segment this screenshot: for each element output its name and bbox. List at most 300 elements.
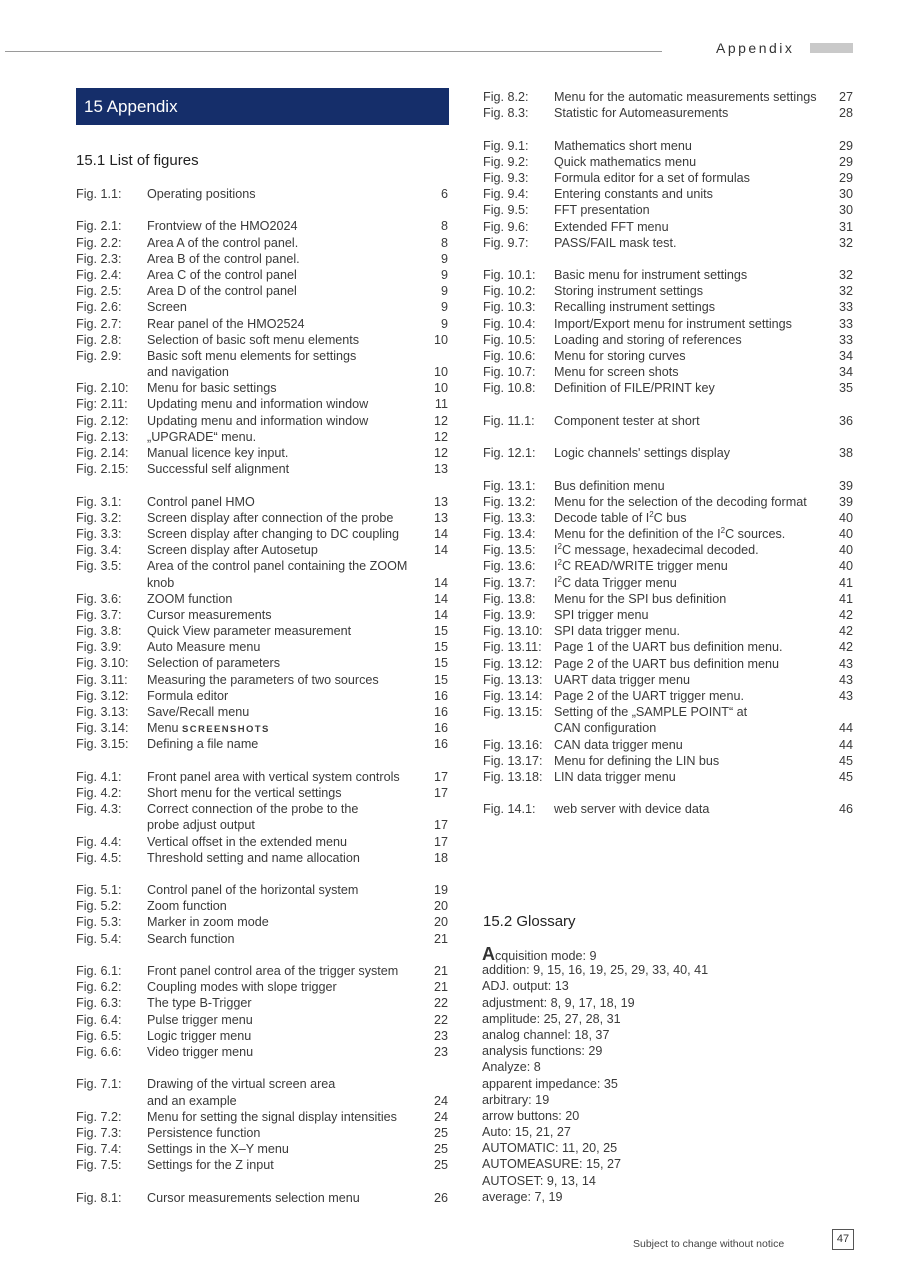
figure-caption [147,914,269,930]
figure-page: 34 [838,349,853,363]
figure-number: Fig. 13.5: [483,543,536,558]
figure-caption [554,526,785,542]
figure-caption [554,138,692,154]
figure-caption-text: SPI trigger menu [554,608,649,622]
figure-caption-text: Rear panel of the HMO2524 [147,316,305,331]
figure-caption [554,283,703,299]
figure-caption [147,218,298,234]
figure-caption [147,413,368,429]
figure-number: Fig. 6.3: [76,996,122,1011]
figure-page: 42 [838,608,853,622]
figure-caption-text: Menu for defining the LIN bus [554,753,720,768]
figure-number: Fig. 2.7: [76,316,122,331]
list-gap [76,947,448,963]
list-gap [76,1173,448,1189]
glossary-entry: ADJ. output: 13 [482,979,569,994]
figure-number: Fig. 10.2: [483,284,536,299]
figure-number: Fig. 2.15: [76,462,129,477]
figure-number: Fig. 9.1: [483,138,529,153]
figure-page: 25 [433,1142,448,1157]
figure-caption [147,623,351,639]
figure-page: 27 [838,90,853,104]
figure-page: 13 [433,494,448,509]
figure-caption [554,737,683,753]
figure-caption-text: Screen display after Autosetup [147,543,318,558]
figure-caption-text: and navigation [147,365,229,380]
figure-page: 33 [838,316,853,331]
figure-page: 26 [433,1190,448,1205]
figure-caption [147,850,360,866]
figure-page: 14 [433,575,448,590]
figure-entry [483,348,853,364]
figure-caption-text: knob [147,575,175,590]
figure-number: Fig. 6.5: [76,1028,122,1043]
figure-caption [147,251,300,267]
figure-caption [147,1076,335,1092]
figure-entry [483,720,853,736]
figure-entry [76,186,448,202]
figure-entry [76,898,448,914]
figure-entry [76,1141,448,1157]
figure-page: 14 [433,607,448,622]
figure-caption [147,785,342,801]
figure-page: 13 [433,510,448,525]
figure-entry [76,575,448,591]
figure-entry [483,801,853,817]
list-gap [483,251,853,267]
figure-caption [554,186,713,202]
figure-caption-text: Entering constants and units [554,187,713,202]
figure-number: Fig. 10.7: [483,365,536,380]
figure-caption [554,623,680,639]
figure-number: Fig. 10.5: [483,332,536,347]
figure-entry [483,623,853,639]
glossary-entry: analysis functions: 29 [482,1044,603,1059]
figure-page: 6 [440,187,448,201]
figure-entry [483,558,853,574]
figure-number: Fig. 13.15: [483,705,543,720]
figure-caption [554,348,686,364]
glossary-initial-letter: A [482,944,495,964]
figure-caption [554,316,792,332]
figure-number: Fig. 1.1: [76,187,122,201]
figure-caption [147,1190,360,1206]
figure-entry [483,753,853,769]
list-gap [76,1060,448,1076]
figure-entry [76,445,448,461]
figure-entry [76,704,448,720]
figure-caption [147,575,174,591]
figure-entry [76,639,448,655]
figure-page: 8 [440,219,448,234]
figure-entry [76,834,448,850]
figure-caption-text: Video trigger menu [147,1044,254,1059]
figure-page: 15 [433,672,448,687]
figure-entry [76,299,448,315]
figure-caption [147,931,235,947]
figure-caption [147,898,227,914]
figure-number: Fig. 13.12: [483,656,543,671]
figure-caption-text: Control panel of the horizontal system [147,883,359,898]
figure-caption [554,753,719,769]
figure-caption [147,526,399,542]
figure-caption-text: Selection of parameters [147,656,281,671]
figure-number: Fig. 2.3: [76,251,122,266]
figure-number: Fig. 3.5: [76,559,122,574]
figure-caption-text: Updating menu and information window [147,397,369,412]
figure-caption [554,413,700,429]
figure-page: 36 [838,413,853,428]
figure-caption [147,235,298,251]
figure-caption [554,656,779,672]
figure-entry [483,737,853,753]
list-gap [76,202,448,218]
figure-caption [147,769,400,785]
figure-entry [76,817,448,833]
figure-caption-text: Short menu for the vertical settings [147,785,342,800]
figure-number: Fig. 13.2: [483,494,536,509]
figure-number: Fig. 13.17: [483,753,543,768]
figure-caption [147,963,398,979]
figure-page: 9 [440,284,448,299]
figure-caption [147,995,252,1011]
figure-entry [76,931,448,947]
figure-page: 41 [838,591,853,606]
figure-caption-text: Recalling instrument settings [554,300,715,315]
figure-number: Fig. 9.3: [483,170,529,185]
figure-number: Fig. 5.2: [76,899,122,914]
running-header-title: Appendix [716,40,795,56]
figure-page: 15 [433,640,448,655]
figure-caption-text: Area A of the control panel. [147,235,299,250]
figure-page: 16 [433,737,448,752]
figure-caption [554,720,656,736]
figure-page: 44 [838,721,853,736]
figure-page: 35 [838,381,853,396]
figure-number: Fig. 5.4: [76,931,122,946]
figure-entry [76,736,448,752]
figure-caption [147,186,256,202]
glossary-entry: average: 7, 19 [482,1189,563,1204]
section-title-glossary: 15.2 Glossary [483,913,576,930]
figure-caption-text: ZOOM function [147,591,233,606]
figure-caption-text: Page 1 of the UART bus definition menu. [554,640,783,655]
figure-number: Fig. 3.11: [76,672,128,687]
figure-number: Fig. 2.13: [76,429,129,444]
figure-list-right [483,89,853,817]
figure-entry [483,704,853,720]
figure-page: 45 [838,753,853,768]
figure-page: 40 [838,527,853,542]
figure-page: 39 [838,478,853,493]
figure-page: 20 [433,915,448,930]
figure-number: Fig. 13.8: [483,591,536,606]
figure-caption [554,542,759,558]
figure-page: 14 [433,543,448,558]
figure-caption [147,1093,237,1109]
figure-page: 43 [838,656,853,671]
figure-caption-text: Formula editor for a set of formulas [554,170,750,185]
figure-entry [483,299,853,315]
figure-caption [147,704,249,720]
figure-number: Fig. 4.4: [76,834,122,849]
page-number: 47 [832,1229,854,1250]
figure-page: 9 [440,316,448,331]
figure-entry [76,461,448,477]
figure-page: 22 [433,1012,448,1027]
figure-caption-text: Manual licence key input. [147,446,289,460]
figure-number: Fig. 13.3: [483,510,536,525]
figure-caption [554,494,807,510]
figure-caption-text: Front panel control area of the trigger system [147,964,399,978]
figure-entry [76,1109,448,1125]
figure-caption [147,283,297,299]
figure-caption [554,332,742,348]
figure-entry [76,235,448,251]
figure-number: Fig. 13.6: [483,559,536,574]
figure-page: 20 [433,899,448,914]
figure-caption-text: Logic channels' settings display [554,446,731,461]
figure-entry [483,105,853,121]
figure-caption [554,202,650,218]
figure-number: Fig. 13.9: [483,608,536,622]
figure-page: 9 [440,251,448,266]
figure-page: 12 [433,446,448,460]
figure-caption [147,332,359,348]
figure-caption-text: Component tester at short [554,413,700,428]
figure-number: Fig. 9.6: [483,219,529,234]
figure-caption-text: $I^2C$ data Trigger menu [554,574,677,590]
figure-entry [76,218,448,234]
figure-number: Fig. 3.9: [76,640,122,655]
figure-caption-text: Auto Measure menu [147,640,261,655]
figure-caption-text: Defining a file name [147,737,259,752]
figure-caption [147,1125,260,1141]
figure-number: Fig. 9.2: [483,154,529,169]
figure-caption-text: web server with device data [554,802,710,817]
figure-number: Fig. 4.3: [76,802,122,817]
figure-page: 8 [440,235,448,250]
figure-page: 28 [838,106,853,121]
figure-caption [147,380,277,396]
figure-number: Fig. 7.5: [76,1158,122,1173]
figure-entry [76,785,448,801]
glossary-entry: Auto: 15, 21, 27 [482,1125,571,1140]
figure-number: Fig. 8.3: [483,106,529,121]
figure-number: Fig. 4.2: [76,785,122,800]
chapter-banner: 15 Appendix [76,88,449,125]
figure-caption-text: Marker in zoom mode [147,915,269,930]
figure-entry [483,413,853,429]
figure-number: Fig. 6.6: [76,1044,122,1059]
figure-caption-text: Vertical offset in the extended menu [147,834,347,849]
figure-page: 23 [433,1028,448,1043]
figure-page: 17 [433,785,448,800]
figure-caption [147,591,232,607]
figure-page: 44 [838,737,853,752]
figure-number: Fig. 2.12: [76,413,129,428]
figure-caption-text: Menu for the selection of the decoding format [554,494,807,509]
figure-page: 25 [433,1158,448,1173]
figure-number: Fig. 13.7: [483,575,536,590]
figure-number: Fig. 9.4: [483,187,529,202]
figure-number: Fig. 3.13: [76,705,129,719]
figure-caption-text: Page 2 of the UART bus definition menu [554,656,779,671]
figure-number: Fig. 4.1: [76,769,122,784]
list-gap [76,477,448,493]
figure-caption-text: Definition of FILE/PRINT key [554,381,715,396]
figure-entry [483,186,853,202]
figure-entry [76,979,448,995]
figure-caption [147,672,379,688]
figure-entry [76,1076,448,1092]
figure-entry [76,801,448,817]
figure-caption [147,267,297,283]
figure-list-left [76,186,448,1206]
figure-page: 45 [838,769,853,784]
figure-number: Fig. 3.14: [76,721,129,736]
figure-page: 42 [838,640,853,655]
figure-entry [76,882,448,898]
figure-caption-text: Screen display after connection of the probe [147,510,394,525]
figure-entry [76,380,448,396]
figure-page: 38 [838,446,853,461]
figure-caption-text: Area C of the control panel [147,267,297,282]
figure-caption [147,736,258,752]
figure-entry [483,575,853,591]
glossary-entry: arrow buttons: 20 [482,1108,580,1123]
figure-number: Fig. 3.4: [76,543,122,558]
figure-caption-text: LIN data trigger menu [554,769,676,784]
figure-caption [147,558,407,574]
figure-number: Fig. 10.3: [483,300,536,315]
figure-number: Fig. 3.10: [76,656,129,671]
figure-entry [76,429,448,445]
figure-caption [554,510,687,526]
figure-number: Fig. 13.4: [483,527,536,542]
figure-page: 39 [838,494,853,509]
figure-caption [147,316,305,332]
figure-caption-text: Menu [147,721,179,736]
figure-page: 21 [433,931,448,946]
figure-number: Fig. 7.2: [76,1109,122,1124]
figure-entry [76,332,448,348]
figure-entry [483,478,853,494]
glossary-entry-text: cquisition mode: 9 [495,949,597,963]
figure-caption-text: Correct connection of the probe to the [147,802,359,817]
figure-caption [147,494,255,510]
list-gap [76,753,448,769]
figure-caption-text: Pulse trigger menu [147,1012,253,1027]
figure-number: Fig. 13.1: [483,478,536,493]
figure-caption [554,704,747,720]
figure-number: Fig. 7.1: [76,1077,122,1092]
figure-caption-text: Coupling modes with slope trigger [147,980,337,995]
figure-caption [147,348,356,364]
figure-number: Fig. 14.1: [483,802,536,817]
figure-caption-text: probe adjust output [147,818,255,833]
figure-entry [76,316,448,332]
figure-page: 32 [838,235,853,250]
figure-caption-text: Decode table of $I^2C$ bus [554,509,687,525]
figure-number: Fig. 3.1: [76,494,122,509]
figure-caption-text: Formula editor [147,688,229,703]
figure-entry [76,1028,448,1044]
figure-page: 11 [434,397,448,412]
figure-entry [76,769,448,785]
figure-page: 15 [433,624,448,639]
figure-caption-text: Cursor measurements selection menu [147,1190,360,1205]
figure-number: Fig. 2.5: [76,284,122,299]
figure-caption-text: UART data trigger menu [554,672,691,687]
figure-number: Fig. 2.8: [76,332,122,347]
figure-entry [76,688,448,704]
figure-page: 13 [433,462,448,477]
figure-caption [147,542,318,558]
figure-entry [76,364,448,380]
figure-page: 33 [838,300,853,315]
figure-page: 23 [433,1044,448,1059]
figure-entry [483,526,853,542]
figure-entry [76,267,448,283]
figure-page: 9 [440,267,448,282]
figure-number: Fig. 3.2: [76,510,122,525]
figure-entry [76,672,448,688]
figure-number: Fig. 2.10: [76,381,129,396]
figure-number: Fig. 6.2: [76,980,122,995]
figure-caption [554,364,679,380]
figure-page: 40 [838,543,853,558]
list-gap [483,397,853,413]
figure-caption-text: Basic menu for instrument settings [554,268,748,283]
figure-entry [76,558,448,574]
figure-entry [483,542,853,558]
figure-caption-text: $I^2C$ message, hexadecimal decoded. [554,542,759,558]
figure-page: 40 [838,510,853,525]
figure-caption [147,688,228,704]
figure-caption-text: Area of the control panel containing the ZOOM [147,559,408,574]
figure-entry [483,219,853,235]
figure-caption-text: Settings in the X–Y menu [147,1142,289,1157]
figure-page: 10 [433,365,448,380]
figure-number: Fig. 13.14: [483,688,543,703]
figure-entry [483,202,853,218]
figure-caption [554,170,750,186]
figure-caption-text: Drawing of the virtual screen area [147,1077,336,1092]
figure-page: 42 [838,624,853,639]
figure-caption [147,1044,253,1060]
figure-caption [554,299,715,315]
figure-number: Fig. 5.3: [76,915,122,930]
figure-entry [483,639,853,655]
figure-caption [147,655,280,671]
figure-caption-text: Menu for storing curves [554,349,686,363]
figure-caption [554,445,730,461]
figure-page: 12 [433,429,448,444]
figure-caption [147,979,337,995]
figure-number: Fig. 8.2: [483,90,529,104]
figure-caption-text: $I^2C$ READ/WRITE trigger menu [554,558,728,574]
figure-number: Fig. 2.4: [76,267,122,282]
figure-caption-text: Quick mathematics menu [554,154,697,169]
figure-caption [554,235,676,251]
header-accent-bar [810,43,853,53]
figure-entry [76,591,448,607]
figure-entry [483,267,853,283]
figure-page: 41 [838,575,853,590]
figure-entry [483,283,853,299]
figure-caption [554,154,696,170]
